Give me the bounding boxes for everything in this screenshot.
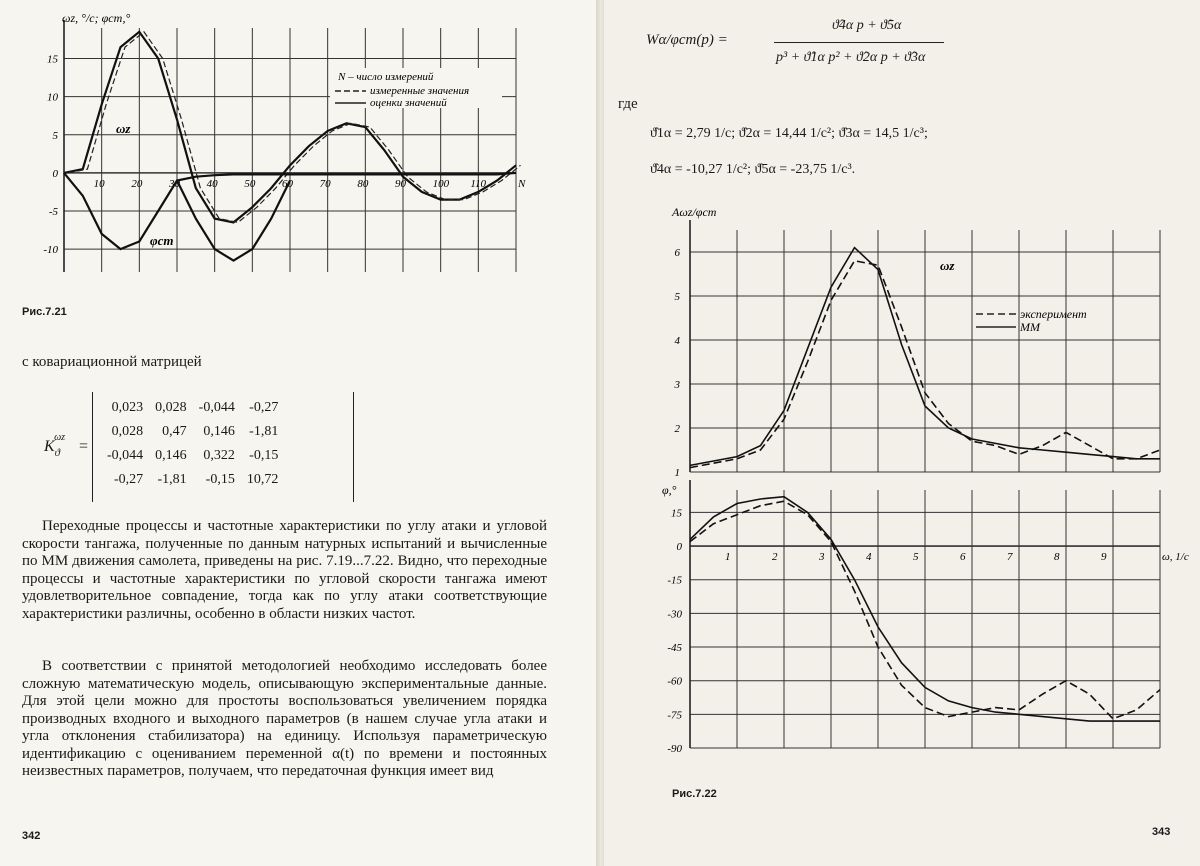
matrix-cell: -0,044 [198,400,235,415]
fig2-x-tick-label: 1 [725,551,731,564]
fig1-legend [330,68,502,109]
fig2-bottom-y-tick-label: 0 [676,541,682,554]
fig1-x-tick-label: 40 [206,177,218,190]
matrix-cell: -0,27 [249,400,279,415]
right-page [604,0,1200,866]
where-word: где [618,96,638,112]
fig2-bottom-y-tick-label: -30 [667,608,682,621]
fig2-top-y-tick-label: 4 [674,335,680,347]
fig1-x-tick-label: 50 [244,177,256,190]
fig2-tick-labels [667,247,1188,755]
fig1-legend-measured: измеренные значения [370,85,470,97]
fig1-caption: Рис.7.21 [22,306,67,318]
fig2-legend-mm: ММ [1020,320,1040,334]
fig1-measured-line [69,32,521,223]
fig1-series [64,32,521,261]
fig2-top-y-tick-label: 1 [674,467,680,479]
fig2-bottom-y-label: φ,° [662,483,677,497]
matrix-cell: 0,47 [162,424,187,439]
fig2-grid [690,220,1160,748]
fig1-y-tick-label: 0 [52,167,58,180]
fig1-legend-estimate: оценки значений [370,97,447,109]
matrix-subscript: ϑ [54,447,61,459]
left-page [0,0,598,866]
fig1-x-tick-label: 100 [432,177,450,190]
fig2-top-y-tick-label: 5 [674,291,680,303]
formula-fraction-bar [774,42,944,43]
matrix-equals: = [79,438,89,455]
fig2-x-tick-label: 2 [772,551,778,564]
formula-lhs: Wα/φст(p) = [646,32,728,48]
fig1-x-tick-label: N [518,177,526,190]
fig2-legend-exp: эксперимент [1020,307,1087,321]
fig2-x-tick-label: 6 [960,551,966,564]
fig1-y-tick-label: 10 [47,91,58,104]
fig1-y-tick-label: 15 [47,53,58,66]
matrix-cell: -1,81 [157,472,187,487]
matrix-cell: 0,322 [203,448,235,463]
fig1-y-tick-label: -10 [43,244,58,257]
matrix-table [101,396,284,492]
fig2-top-y-tick-label: 2 [674,423,680,435]
fig2-omega-annotation: ωz [940,258,955,273]
matrix-cell: 0,028 [155,400,187,415]
fig2-top-y-tick-label: 3 [674,379,680,391]
fig2-x-tick-label: 9 [1101,551,1107,564]
matrix-cell: 0,028 [111,424,144,439]
figure-7-22 [604,190,1200,770]
matrix-row [101,396,284,420]
fig1-x-tick-label: 10 [93,177,105,190]
fig1-x-tick-label: 60 [282,177,293,190]
matrix-superscript: ωz [54,432,66,443]
fig1-x-tick-label: 80 [357,177,369,190]
matrix-cell: 0,146 [155,448,187,463]
matrix-cell: -1,81 [249,424,279,439]
matrix-cell: 0,146 [203,424,235,439]
matrix-cell: 0,023 [111,400,144,415]
fig2-bottom-y-tick-label: -15 [667,574,682,587]
fig2-bottom-y-tick-label: -75 [667,709,682,722]
fig1-x-tick-label: 20 [131,177,143,190]
formula-denominator: p³ + ϑ̂1α p² + ϑ̂2α p + ϑ̂3α [776,50,926,65]
fig1-x-tick-label: 70 [319,177,331,190]
matrix-row [101,420,284,444]
fig1-x-tick-label: 30 [169,177,180,190]
fig1-grid [64,20,516,272]
matrix-row [101,468,284,492]
matrix-cell: -0,15 [205,472,235,487]
fig1-y-tick-label: -5 [48,206,58,218]
fig1-y-axis-label: ωz, °/c; φст,° [62,11,131,25]
covariance-matrix [92,392,354,502]
covariance-intro: с ковариационной матрицей [22,354,202,370]
fig2-x-tick-label: 3 [819,551,825,564]
matrix-letter: K [44,438,55,455]
fig2-legend [976,307,1087,334]
matrix-cell: -0,044 [107,448,144,463]
fig2-x-tick-label: ω, 1/c [1162,551,1189,564]
fig1-x-tick-label: 110 [470,177,487,190]
fig1-phi-annotation: φст [150,233,174,248]
fig1-series-line [177,181,290,261]
paragraph-1: Переходные процессы и частотные характеристики по углу атаки и угловой скорости тангажа, полученные по данным натурных испытаний и вычисленные по ММ движения самолета, приведены на рис. 7.19...7.22. Видно, что переходные процессы и частотные характеристики по угловой скорости тангажа имеют удовлетворительное совпадение, тогда как по углу атаки соответствующие характеристики различны, особенно в области низких частот. [22,518,547,622]
fig2-x-tick-label: 7 [1007,551,1013,564]
matrix-cell: -0,27 [114,472,144,487]
matrix-cell: -0,15 [249,448,279,463]
coefficients-line-2: ϑ̂4α = -10,27 1/c²; ϑ̂5α = -23,75 1/c³. [650,162,856,177]
fig2-caption: Рис.7.22 [672,788,717,800]
fig2-x-tick-label: 5 [913,551,919,564]
figure-7-21 [0,0,598,300]
fig2-bottom-y-tick-label: 15 [671,507,682,520]
fig2-x-tick-label: 8 [1054,551,1060,564]
fig2-x-tick-label: 4 [866,551,872,564]
paragraph-2: В соответствии с принятой методологией необходимо исследовать более сложную математическую модель, описывающую экспериментальные данные. Для этой цели можно для простоты воспользоваться увеличением порядка производных входного и выходного параметров (в нашем случае угла атаки и угла отклонения стабилизатора) на единицу. Используя параметрическую идентификацию с оцениванием переменной α(t) по времени и постоянных неизвестных параметров, получаем, что передаточная функция имеет вид [22,658,547,779]
fig1-legend-n: N – число измерений [338,71,434,83]
page-number-left: 342 [22,830,41,842]
fig2-top-y-tick-label: 6 [674,247,680,259]
fig2-bottom-y-tick-label: -90 [667,743,682,755]
fig1-omega-annotation: ωz [116,121,131,136]
coefficients-line-1: ϑ̂1α = 2,79 1/c; ϑ̂2α = 14,44 1/c²; ϑ̂3α = 14,5 1/c³; [650,126,928,141]
fig2-top-y-label: Aωz/φст [672,205,717,219]
matrix-row [101,444,284,468]
fig1-x-tick-label: 90 [395,177,406,190]
fig1-y-tick-label: 5 [52,129,58,142]
fig2-bottom-y-tick-label: -60 [667,675,682,688]
formula-numerator: ϑ̂4α p + ϑ̂5α [832,18,902,33]
page-number-right: 343 [1152,826,1171,838]
fig2-bottom-y-tick-label: -45 [667,642,682,655]
matrix-cell: 10,72 [246,472,279,487]
